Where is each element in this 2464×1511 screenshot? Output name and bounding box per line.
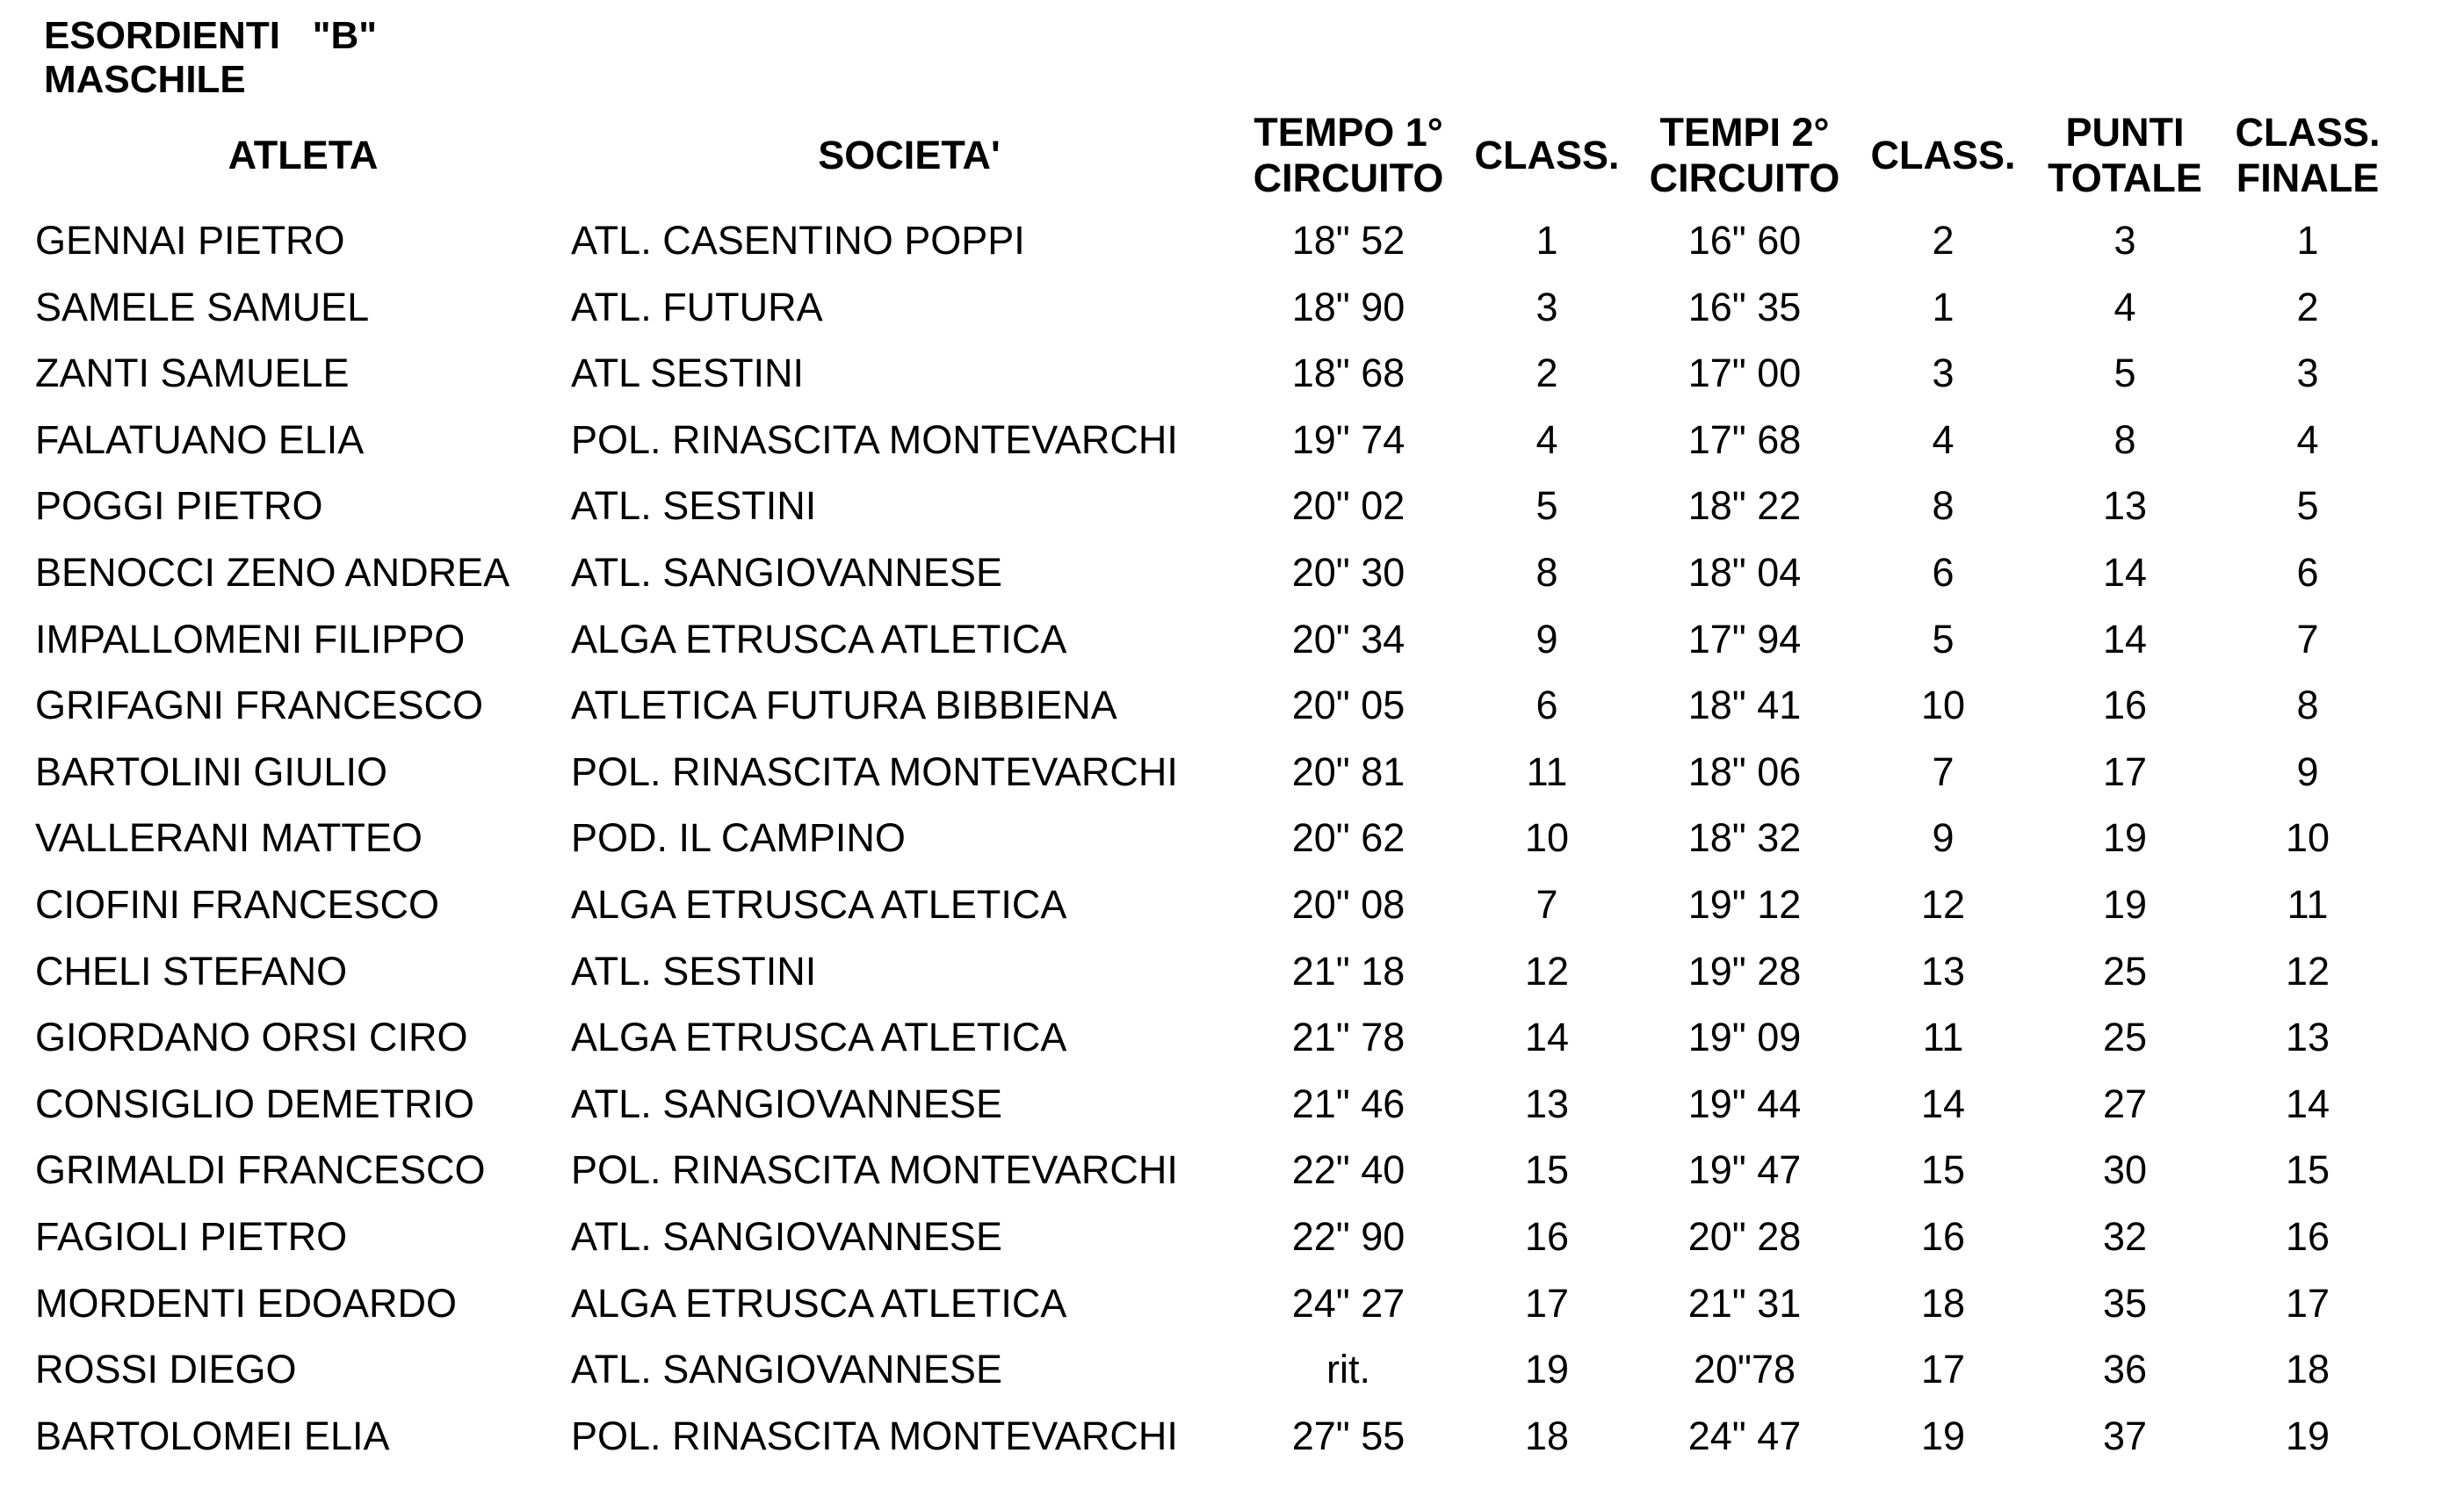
- cell-punti: 19: [2102, 881, 2148, 927]
- cell-finale: 17: [2285, 1280, 2330, 1326]
- column-header-line: CIRCUITO: [1253, 155, 1444, 200]
- cell-atleta: CHELI STEFANO: [35, 948, 348, 994]
- cell-finale: 12: [2285, 948, 2330, 994]
- title-line-category: ESORDIENTI "B": [44, 14, 378, 57]
- column-header-line: CLASS.: [2235, 110, 2381, 155]
- table-row: [35, 1403, 2407, 1470]
- table-row: [35, 805, 2407, 871]
- column-header-line: TEMPI 2°: [1659, 110, 1830, 155]
- cell-tempo2: 19" 12: [1687, 881, 1802, 927]
- cell-class1: 2: [1535, 351, 1558, 396]
- cell-finale: 7: [2296, 616, 2319, 662]
- cell-finale: 16: [2285, 1213, 2330, 1259]
- cell-societa: ATL. SESTINI: [571, 483, 817, 529]
- cell-finale: 8: [2296, 683, 2319, 728]
- cell-atleta: VALLERANI MATTEO: [35, 815, 423, 861]
- cell-tempo1: 20" 02: [1291, 483, 1405, 529]
- cell-tempo2: 19" 44: [1687, 1081, 1802, 1126]
- cell-punti: 14: [2102, 549, 2148, 595]
- cell-finale: 2: [2296, 284, 2319, 329]
- cell-punti: 4: [2114, 284, 2136, 329]
- cell-tempo1: 21" 18: [1291, 948, 1405, 994]
- table-row: [35, 1336, 2407, 1403]
- cell-atleta: GRIMALDI FRANCESCO: [35, 1147, 486, 1193]
- document-title: [44, 14, 377, 102]
- cell-class1: 11: [1526, 748, 1568, 794]
- cell-societa: ATL. SESTINI: [571, 948, 817, 994]
- cell-finale: 10: [2285, 815, 2330, 861]
- cell-finale: 19: [2285, 1413, 2330, 1458]
- cell-tempo2: 21" 31: [1687, 1280, 1802, 1326]
- cell-tempo1: 20" 81: [1291, 748, 1405, 794]
- column-header-line: FINALE: [2236, 155, 2380, 200]
- cell-tempo2: 20" 28: [1687, 1213, 1802, 1259]
- cell-tempo2: 16" 35: [1687, 284, 1802, 329]
- column-header-line: SOCIETA': [818, 133, 1001, 177]
- cell-class1: 17: [1524, 1280, 1570, 1326]
- cell-finale: 6: [2296, 549, 2319, 595]
- cell-finale: 9: [2296, 748, 2319, 794]
- table-row: [35, 1204, 2407, 1270]
- column-header-class2: [1845, 104, 2041, 207]
- cell-tempo2: 17" 68: [1687, 416, 1802, 462]
- cell-class2: 10: [1920, 683, 1966, 728]
- cell-atleta: CONSIGLIO DEMETRIO: [35, 1081, 475, 1126]
- cell-class2: 9: [1932, 815, 1955, 861]
- cell-class2: 12: [1920, 881, 1966, 927]
- cell-tempo2: 18" 41: [1687, 683, 1802, 728]
- cell-societa: ATL. SANGIOVANNESE: [571, 1213, 1002, 1259]
- cell-finale: 11: [2287, 881, 2329, 927]
- cell-finale: 5: [2296, 483, 2319, 529]
- cell-class2: 14: [1920, 1081, 1966, 1126]
- cell-societa: POL. RINASCITA MONTEVARCHI: [571, 748, 1178, 794]
- table-row: [35, 1004, 2407, 1071]
- cell-atleta: GIORDANO ORSI CIRO: [35, 1015, 468, 1060]
- cell-class1: 7: [1535, 881, 1558, 927]
- table-row: [35, 207, 2407, 274]
- column-header-tempo2: [1644, 104, 1845, 207]
- cell-punti: 14: [2102, 616, 2148, 662]
- table-row: [35, 1137, 2407, 1204]
- cell-punti: 27: [2102, 1081, 2148, 1126]
- column-header-line: CLASS.: [1474, 133, 1620, 177]
- cell-punti: 30: [2102, 1147, 2148, 1193]
- table-header: [35, 104, 2407, 207]
- cell-punti: 37: [2102, 1413, 2148, 1458]
- cell-finale: 13: [2285, 1015, 2330, 1060]
- cell-class1: 13: [1524, 1081, 1570, 1126]
- cell-punti: 25: [2102, 1015, 2148, 1060]
- cell-atleta: ZANTI SAMUELE: [35, 351, 350, 396]
- cell-societa: ATL. SANGIOVANNESE: [571, 549, 1002, 595]
- table-row: [35, 739, 2407, 806]
- cell-class1: 14: [1524, 1015, 1570, 1060]
- cell-tempo2: 19" 47: [1687, 1147, 1802, 1193]
- title-line-gender: MASCHILE: [44, 58, 246, 101]
- cell-atleta: FALATUANO ELIA: [35, 416, 365, 462]
- cell-tempo1: 27" 55: [1291, 1413, 1405, 1458]
- table-body: [35, 207, 2407, 1469]
- header-row: [35, 104, 2407, 207]
- cell-societa: ATL SESTINI: [571, 351, 805, 396]
- cell-class1: 15: [1524, 1147, 1570, 1193]
- cell-atleta: BARTOLOMEI ELIA: [35, 1413, 390, 1458]
- cell-societa: POL. RINASCITA MONTEVARCHI: [571, 1413, 1178, 1458]
- cell-tempo2: 17" 00: [1687, 351, 1802, 396]
- cell-punti: 8: [2114, 416, 2136, 462]
- cell-atleta: BENOCCI ZENO ANDREA: [35, 549, 510, 595]
- column-header-line: TOTALE: [2048, 155, 2202, 200]
- cell-class2: 6: [1932, 549, 1955, 595]
- cell-tempo1: 18" 68: [1291, 351, 1405, 396]
- cell-atleta: SAMELE SAMUEL: [35, 284, 370, 329]
- cell-class2: 7: [1932, 748, 1955, 794]
- cell-tempo1: 22" 40: [1291, 1147, 1405, 1193]
- column-header-punti: [2041, 104, 2208, 207]
- cell-societa: ALGA ETRUSCA ATLETICA: [571, 616, 1067, 662]
- cell-tempo2: 18" 06: [1687, 748, 1802, 794]
- cell-tempo1: rit.: [1326, 1347, 1370, 1392]
- column-header-line: CIRCUITO: [1649, 155, 1840, 200]
- column-header-tempo1: [1247, 104, 1449, 207]
- column-header-societa: [571, 104, 1247, 207]
- cell-punti: 32: [2102, 1213, 2148, 1259]
- column-header-line: CLASS.: [1870, 133, 2016, 177]
- cell-finale: 14: [2285, 1081, 2330, 1126]
- table-row: [35, 539, 2407, 606]
- cell-societa: POL. RINASCITA MONTEVARCHI: [571, 1147, 1178, 1193]
- cell-societa: ATL. SANGIOVANNESE: [571, 1081, 1002, 1126]
- cell-tempo1: 18" 52: [1291, 218, 1405, 263]
- cell-punti: 5: [2114, 351, 2136, 396]
- cell-class2: 16: [1920, 1213, 1966, 1259]
- cell-atleta: ROSSI DIEGO: [35, 1347, 297, 1392]
- cell-societa: ATL. FUTURA: [571, 284, 823, 329]
- results-table: [35, 104, 2407, 1469]
- cell-tempo1: 19" 74: [1291, 416, 1405, 462]
- cell-atleta: BARTOLINI GIULIO: [35, 748, 387, 794]
- cell-societa: POL. RINASCITA MONTEVARCHI: [571, 416, 1178, 462]
- table-row: [35, 274, 2407, 341]
- table-row: [35, 938, 2407, 1005]
- cell-societa: ATLETICA FUTURA BIBBIENA: [571, 683, 1117, 728]
- cell-class2: 13: [1920, 948, 1966, 994]
- cell-class2: 2: [1932, 218, 1955, 263]
- cell-tempo1: 21" 46: [1291, 1081, 1405, 1126]
- cell-class2: 19: [1920, 1413, 1966, 1458]
- column-header-line: ATLETA: [228, 133, 379, 177]
- cell-tempo2: 24" 47: [1687, 1413, 1802, 1458]
- cell-class1: 4: [1535, 416, 1558, 462]
- cell-class2: 18: [1920, 1280, 1966, 1326]
- column-header-line: TEMPO 1°: [1254, 110, 1443, 155]
- cell-tempo1: 20" 05: [1291, 683, 1405, 728]
- cell-finale: 15: [2285, 1147, 2330, 1193]
- cell-atleta: CIOFINI FRANCESCO: [35, 881, 440, 927]
- cell-tempo2: 18" 22: [1687, 483, 1802, 529]
- cell-class1: 10: [1524, 815, 1570, 861]
- cell-class2: 1: [1932, 284, 1955, 329]
- cell-class1: 9: [1535, 616, 1558, 662]
- cell-punti: 25: [2102, 948, 2148, 994]
- cell-tempo2: 18" 32: [1687, 815, 1802, 861]
- cell-tempo2: 19" 28: [1687, 948, 1802, 994]
- cell-class2: 15: [1920, 1147, 1966, 1193]
- table-row: [35, 672, 2407, 739]
- cell-class1: 12: [1524, 948, 1570, 994]
- table-row: [35, 1270, 2407, 1337]
- cell-punti: 17: [2102, 748, 2148, 794]
- cell-punti: 16: [2102, 683, 2148, 728]
- cell-tempo1: 22" 90: [1291, 1213, 1405, 1259]
- cell-tempo1: 20" 08: [1291, 881, 1405, 927]
- cell-class2: 8: [1932, 483, 1955, 529]
- table-row: [35, 407, 2407, 474]
- cell-punti: 13: [2102, 483, 2148, 529]
- cell-finale: 3: [2296, 351, 2319, 396]
- cell-class2: 5: [1932, 616, 1955, 662]
- cell-class2: 4: [1932, 416, 1955, 462]
- cell-tempo1: 18" 90: [1291, 284, 1405, 329]
- cell-class2: 11: [1922, 1015, 1964, 1060]
- cell-tempo1: 20" 34: [1291, 616, 1405, 662]
- cell-finale: 18: [2285, 1347, 2330, 1392]
- cell-atleta: MORDENTI EDOARDO: [35, 1280, 458, 1326]
- cell-class1: 8: [1535, 549, 1558, 595]
- cell-societa: ATL. CASENTINO POPPI: [571, 218, 1025, 263]
- column-header-line: PUNTI: [2065, 110, 2185, 155]
- cell-societa: ATL. SANGIOVANNESE: [571, 1347, 1002, 1392]
- cell-tempo2: 19" 09: [1687, 1015, 1802, 1060]
- cell-tempo1: 21" 78: [1291, 1015, 1405, 1060]
- table-row: [35, 606, 2407, 673]
- cell-atleta: GENNAI PIETRO: [35, 218, 345, 263]
- cell-punti: 35: [2102, 1280, 2148, 1326]
- cell-class1: 3: [1535, 284, 1558, 329]
- cell-tempo1: 20" 62: [1291, 815, 1405, 861]
- cell-punti: 3: [2114, 218, 2136, 263]
- cell-class1: 18: [1524, 1413, 1570, 1458]
- cell-class1: 6: [1535, 683, 1558, 728]
- cell-tempo1: 20" 30: [1291, 549, 1405, 595]
- cell-societa: ALGA ETRUSCA ATLETICA: [571, 881, 1067, 927]
- cell-societa: POD. IL CAMPINO: [571, 815, 906, 861]
- cell-atleta: GRIFAGNI FRANCESCO: [35, 683, 484, 728]
- column-header-finale: [2208, 104, 2407, 207]
- cell-atleta: FAGIOLI PIETRO: [35, 1213, 348, 1259]
- cell-class2: 3: [1932, 351, 1955, 396]
- cell-punti: 19: [2102, 815, 2148, 861]
- cell-class1: 16: [1524, 1213, 1570, 1259]
- cell-tempo2: 17" 94: [1687, 616, 1802, 662]
- column-header-class1: [1449, 104, 1644, 207]
- cell-tempo2: 16" 60: [1687, 218, 1802, 263]
- column-header-atleta: [35, 104, 571, 207]
- table-row: [35, 871, 2407, 938]
- table-row: [35, 340, 2407, 407]
- cell-tempo2: 20"78: [1693, 1347, 1796, 1392]
- table-row: [35, 1071, 2407, 1138]
- cell-finale: 1: [2296, 218, 2319, 263]
- cell-class1: 1: [1535, 218, 1558, 263]
- cell-tempo1: 24" 27: [1291, 1280, 1405, 1326]
- cell-class2: 17: [1920, 1347, 1966, 1392]
- cell-atleta: IMPALLOMENI FILIPPO: [35, 616, 466, 662]
- cell-finale: 4: [2296, 416, 2319, 462]
- cell-atleta: POGGI PIETRO: [35, 483, 323, 529]
- cell-tempo2: 18" 04: [1687, 549, 1802, 595]
- table-row: [35, 473, 2407, 539]
- cell-punti: 36: [2102, 1347, 2148, 1392]
- cell-class1: 5: [1535, 483, 1558, 529]
- cell-societa: ALGA ETRUSCA ATLETICA: [571, 1015, 1067, 1060]
- cell-societa: ALGA ETRUSCA ATLETICA: [571, 1280, 1067, 1326]
- cell-class1: 19: [1524, 1347, 1570, 1392]
